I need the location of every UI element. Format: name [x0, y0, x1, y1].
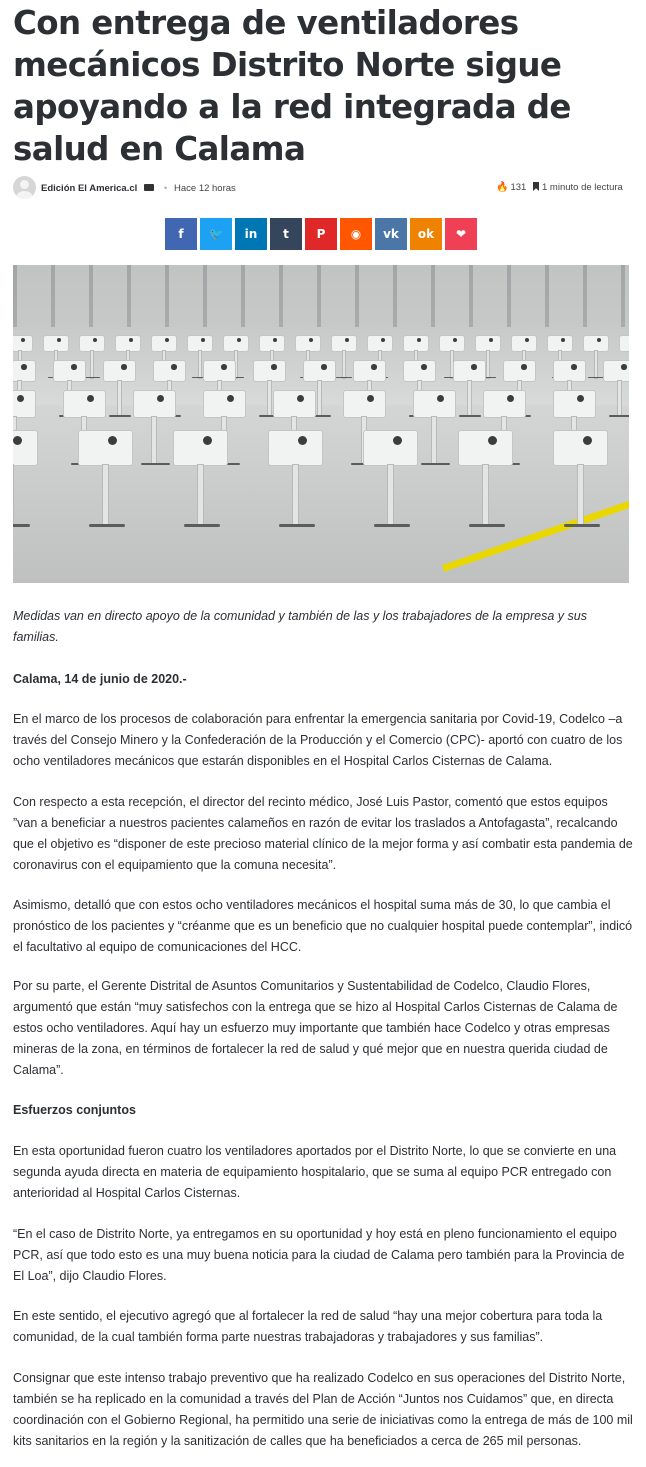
- paragraph: “En el caso de Distrito Norte, ya entregamos en su oportunidad y hoy está en pleno funcionamiento el equipo PCR, así que todo esto es una muy buena noticia para la ciudad de Calama pero también para la Provincia de El Loa”, dijo Claudio Flores.: [13, 1227, 625, 1283]
- author-link[interactable]: Edición El America.cl: [41, 183, 138, 194]
- ventilator-dial: [417, 338, 421, 342]
- ventilator-dial: [57, 338, 61, 342]
- ventilator-stand: [117, 380, 122, 417]
- ventilator-dial: [571, 364, 577, 370]
- ventilator-stand: [342, 350, 346, 379]
- ventilator-base: [374, 524, 411, 527]
- ventilator-stand: [292, 464, 299, 526]
- ventilator-unit: [203, 360, 236, 382]
- ventilator-dial: [471, 364, 477, 370]
- ventilator-base: [459, 415, 481, 417]
- share-twitter-button[interactable]: [200, 218, 232, 250]
- author-avatar[interactable]: [13, 176, 36, 199]
- ventilator-base: [609, 415, 629, 417]
- share-tumblr-button[interactable]: [270, 218, 302, 250]
- ventilator-dial: [297, 395, 304, 402]
- ventilator-base: [564, 524, 601, 527]
- paragraph: Asimismo, detalló que con estos ocho ventiladores mecánicos el hospital suma más de 30, lo que cambia el pronóstico de los pacientes y “créanme que es un beneficio que no cualquier hospital puede contemplar”, indicó el facultativo al equipo de comunicaciones del HCC.: [13, 898, 633, 954]
- ventilator-stand: [13, 464, 14, 526]
- ventilator-dial: [273, 338, 277, 342]
- ventilator-dial: [561, 338, 565, 342]
- ventilator-unit: [13, 390, 36, 418]
- article-title: Con entrega de ventiladores mecánicos Distrito Norte sigue apoyando a la red integrada de salud en Calama: [13, 4, 571, 168]
- pinterest-icon: P: [316, 227, 326, 241]
- ventilator-dial: [71, 364, 77, 370]
- ventilator-unit: [603, 360, 629, 382]
- ventilator-stand: [467, 380, 472, 417]
- ventilator-unit: [268, 430, 323, 466]
- ventilator-dial: [17, 395, 24, 402]
- separator-dot: •: [164, 183, 168, 193]
- ventilator-stand: [577, 464, 584, 526]
- ventilator-dial: [521, 364, 527, 370]
- ventilator-dial: [129, 338, 133, 342]
- views-count: [496, 182, 526, 193]
- ventilator-dial: [597, 338, 601, 342]
- ventilator-unit: [133, 390, 176, 418]
- share-pinterest-button[interactable]: [305, 218, 337, 250]
- ventilator-dial: [577, 395, 584, 402]
- ventilator-dial: [271, 364, 277, 370]
- ventilator-dial: [367, 395, 374, 402]
- ventilator-dial: [108, 436, 117, 445]
- ventilator-dial: [345, 338, 349, 342]
- bookmark-icon: [533, 182, 539, 191]
- ventilator-dial: [21, 338, 25, 342]
- ventilator-dial: [437, 395, 444, 402]
- ventilator-unit: [343, 390, 386, 418]
- ventilator-unit: [363, 430, 418, 466]
- paragraph: Consignar que este intenso trabajo preventivo que ha realizado Codelco en sus operaciones del Distrito Norte, también se ha replicado en la comunidad a través del Plan de Acción “Juntos nos Cuidamos” que, en directa coordinación con el Gobierno Regional, ha permitido una serie de iniciativas como la entrega de más de 100 mil kits sanitarios en la región y la sanitización de calles que ha beneficiados a cerca de 265 mil personas.: [13, 1371, 633, 1448]
- ventilator-dial: [489, 338, 493, 342]
- article-meta: [13, 176, 629, 200]
- ventilator-dial: [583, 436, 592, 445]
- ventilator-base: [89, 524, 126, 527]
- ventilator-unit: [273, 390, 316, 418]
- linkedin-icon: in: [244, 227, 258, 241]
- read-time-value: 1 minuto de lectura: [542, 182, 623, 193]
- ventilator-stand: [594, 350, 598, 379]
- tumblr-icon: t: [283, 227, 289, 241]
- vk-icon: vk: [383, 227, 399, 241]
- ventilator-dial: [298, 436, 307, 445]
- ventilator-dial: [321, 364, 327, 370]
- ventilator-stand: [387, 464, 394, 526]
- share-reddit-button[interactable]: [340, 218, 372, 250]
- ventilator-unit: [553, 360, 586, 382]
- ventilator-dial: [309, 338, 313, 342]
- email-icon[interactable]: [144, 184, 154, 191]
- avatar-head-shape: [20, 180, 29, 189]
- facebook-icon: f: [178, 227, 184, 241]
- ventilator-base: [421, 463, 450, 466]
- ventilator-unit: [203, 390, 246, 418]
- ventilator-base: [279, 524, 316, 527]
- ventilator-stand: [102, 464, 109, 526]
- ventilator-unit: [13, 335, 33, 352]
- ventilator-unit: [483, 390, 526, 418]
- ventilator-base: [13, 524, 30, 527]
- ventilator-unit: [53, 360, 86, 382]
- ventilator-dial: [221, 364, 227, 370]
- ventilator-unit: [303, 360, 336, 382]
- share-pocket-button[interactable]: [445, 218, 477, 250]
- ventilator-unit: [553, 390, 596, 418]
- fire-icon: 🔥: [496, 182, 509, 193]
- ventilator-unit: [403, 360, 436, 382]
- ventilator-dial: [393, 436, 402, 445]
- read-time: [533, 182, 623, 193]
- ventilator-stand: [486, 350, 490, 379]
- odnoklassniki-icon: ok: [417, 227, 435, 241]
- ventilator-unit: [453, 360, 486, 382]
- share-linkedin-button[interactable]: [235, 218, 267, 250]
- ventilator-stand: [317, 380, 322, 417]
- ventilator-stand: [267, 380, 272, 417]
- paragraph: En esta oportunidad fueron cuatro los ventiladores aportados por el Distrito Norte, lo que se convierte en una segunda ayuda directa en materia de equipamiento hospitalario, que se suma al equipo PCR entregado con anterioridad al Hospital Carlos Cisternas.: [13, 1144, 617, 1200]
- reddit-icon: ◉: [350, 227, 362, 241]
- ventilator-dial: [453, 338, 457, 342]
- ventilator-dial: [507, 395, 514, 402]
- ventilator-dial: [21, 364, 27, 370]
- share-buttons: [165, 218, 477, 250]
- ventilator-base: [469, 524, 506, 527]
- section-subheading: Esfuerzos conjuntos: [13, 1103, 136, 1117]
- ventilator-dial: [237, 338, 241, 342]
- paragraph: En el marco de los procesos de colaboración para enfrentar la emergencia sanitaria por Covid-19, Codelco –a través del Consejo Minero y la Confederación de la Producción y el Comercio (CPC)- aportó con cuatro de los ocho ventiladores mecánicos que estarán disponibles en el Hospital Carlos Cisternas de Calama.: [13, 712, 623, 768]
- ventilator-unit: [458, 430, 513, 466]
- ventilator-dial: [87, 395, 94, 402]
- share-odnoklassniki-button[interactable]: [410, 218, 442, 250]
- ventilator-unit: [503, 360, 536, 382]
- share-vk-button[interactable]: [375, 218, 407, 250]
- ventilator-stand: [151, 416, 157, 464]
- ventilator-stand: [197, 464, 204, 526]
- ventilator-dial: [488, 436, 497, 445]
- ventilator-dial: [171, 364, 177, 370]
- ventilator-stand: [90, 350, 94, 379]
- paragraph: En este sentido, el ejecutivo agregó que al fortalecer la red de salud “hay una mejor cobertura para toda la comunidad, de la cual también forma parte nuestras trabajadoras y trabajadores y sus familias”.: [13, 1309, 603, 1344]
- image-caption: Medidas van en directo apoyo de la comunidad y también de las y los trabajadores de la empresa y sus familias.: [13, 609, 587, 644]
- ventilator-unit: [253, 360, 286, 382]
- ventilator-unit: [63, 390, 106, 418]
- ventilator-dial: [621, 364, 627, 370]
- ventilator-unit: [353, 360, 386, 382]
- ventilator-unit: [173, 430, 228, 466]
- share-facebook-button[interactable]: [165, 218, 197, 250]
- ventilator-dial: [371, 364, 377, 370]
- ventilator-unit: [103, 360, 136, 382]
- ventilator-base: [184, 524, 221, 527]
- ventilator-dial: [203, 436, 212, 445]
- paragraph: Con respecto a esta recepción, el director del recinto médico, José Luis Pastor, comentó que estos equipos ”van a beneficiar a nuestros pacientes calameños en razón de evitar los traslados a Antofagasta”, recalcando que el objetivo es “disponer de este precioso material clínico de la mejor forma y así combatir esta pandemia de coronavirus con el equipamiento que la comuna necesita”.: [13, 795, 633, 872]
- ventilator-dial: [421, 364, 427, 370]
- paragraph: Por su parte, el Gerente Distrital de Asuntos Comunitarios y Sustentabilidad de Codelco, Claudio Flores, argumentó que están “muy satisfechos con la entrega que se hizo al Hospital Carlos Cisternas de Calama de estos ocho ventiladores. Aquí hay un esfuerzo muy importante que también hace Codelco y otras empresas mineras de la zona, en términos de fortalecer la red de salud y qué mejor que en nuestra querida ciudad de Calama”.: [13, 979, 618, 1077]
- ventilator-unit: [553, 430, 608, 466]
- ventilator-stand: [617, 380, 622, 417]
- ventilator-unit: [78, 430, 133, 466]
- ventilator-unit: [13, 360, 36, 382]
- avatar-body-shape: [16, 191, 33, 199]
- ventilator-unit: [153, 360, 186, 382]
- ventilator-unit: [619, 335, 629, 352]
- ventilator-dial: [381, 338, 385, 342]
- ventilator-dial: [227, 395, 234, 402]
- ventilator-unit: [13, 430, 38, 466]
- ventilator-stand: [431, 416, 437, 464]
- ventilator-stand: [482, 464, 489, 526]
- ventilator-stand: [198, 350, 202, 379]
- ventilator-base: [141, 463, 170, 466]
- warehouse-ceiling: [13, 265, 629, 327]
- views-value: 131: [510, 182, 527, 193]
- ventilator-dial: [13, 436, 22, 445]
- ventilator-dial: [165, 338, 169, 342]
- twitter-icon: 🐦: [208, 227, 224, 241]
- ventilator-dial: [93, 338, 97, 342]
- ventilator-unit: [413, 390, 456, 418]
- featured-image: [13, 265, 629, 583]
- ventilator-dial: [201, 338, 205, 342]
- ventilator-base: [109, 415, 131, 417]
- dateline: Calama, 14 de junio de 2020.-: [13, 672, 187, 686]
- post-time: Hace 12 horas: [174, 183, 236, 194]
- ventilator-dial: [157, 395, 164, 402]
- pocket-icon: ❤: [455, 227, 467, 241]
- ventilator-dial: [121, 364, 127, 370]
- ventilator-dial: [525, 338, 529, 342]
